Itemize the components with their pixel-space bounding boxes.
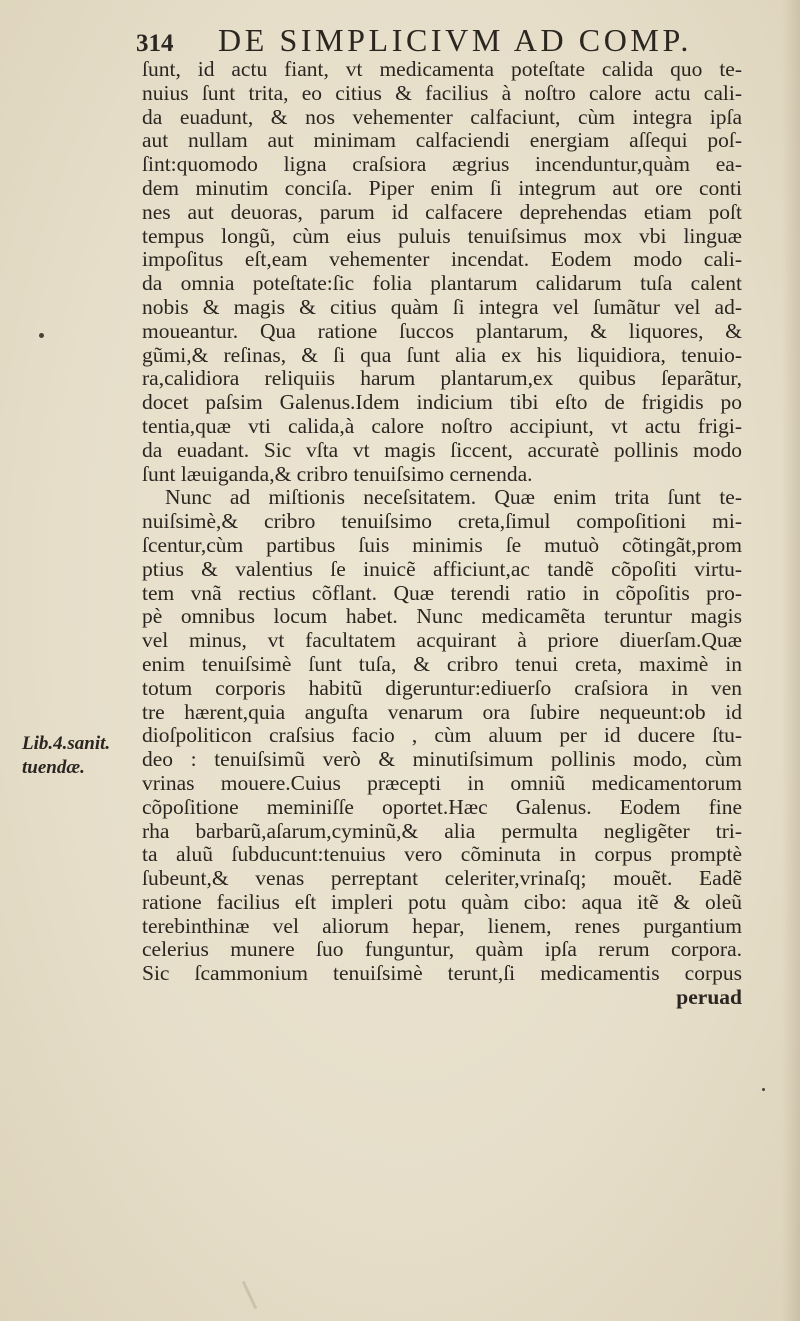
text-line: nobis & magis & citius quàm ſi integra vel ſumãtur vel ad- [142,294,742,319]
text-line: ratione facilius eſt impleri potu quàm cibo: aqua itẽ & oleũ [142,889,742,914]
catchword: peruad [676,985,742,1010]
margin-note [22,732,138,780]
margin-note-line: tuendæ. [22,756,85,778]
running-head: DE SIMPLICIVM AD COMP. [218,22,692,58]
text-line: ſcentur,cùm partibus ſuis minimis ſe mutuò cõtingãt,prom [142,532,742,557]
text-line: dioſpoliticon craſsius facio , cùm aluum per id ducere ſtu- [142,723,742,748]
text-line: ſubeunt,& venas perreptant celeriter,vrinaſq; mouẽt. Eadẽ [142,866,742,891]
text-line: ra,calidiora reliquiis harum plantarum,ex quibus ſeparãtur, [142,366,742,391]
text-line: celerius munere ſuo funguntur, quàm ipſa rerum corpora. [142,937,742,962]
text-line: aut nullam aut minimam calfaciendi energiam aſſequi poſ- [142,128,742,153]
page-stain [242,1281,257,1309]
text-line: totum corporis habitũ digeruntur:ediuerſo craſsiora in ven [142,675,742,700]
text-line: ſunt læuiganda,& cribro tenuiſsimo cernenda. [142,461,533,486]
text-line: nes aut deuoras, parum id calfacere deprehendas etiam poſt [142,199,742,224]
text-line: tem vnã rectius cõflant. Quæ terendi ratio in cõpoſitis pro- [142,580,742,605]
text-line: tre hærent,quia anguſta venarum ora ſubire nequeunt:ob id [142,699,742,724]
text-line: impoſitus eſt,eam vehementer incendat. Eodem modo cali- [142,247,742,272]
text-line: da omnia poteſtate:ſic folia plantarum calidarum tuſa calent [142,271,742,296]
text-line: deo : tenuiſsimũ verò & minutiſsimum pollinis modo, cùm [142,747,742,772]
text-line: tempus longũ, cùm eius puluis tenuiſsimus mox vbi linguæ [142,223,742,248]
text-line: cõpoſitione meminiſſe oportet.Hæc Galenus. Eodem fine [142,794,742,819]
text-line: moueantur. Qua ratione ſuccos plantarum, & liquores, & [142,318,742,343]
page-number: 314 [136,30,174,57]
text-line: Nunc ad miſtionis neceſsitatem. Quæ enim trita ſunt te- [165,485,742,510]
body-text [142,58,742,1010]
text-line: ſunt, id actu fiant, vt medicamenta poteſtate calida quo te- [142,57,742,81]
page-header [136,22,736,62]
text-line: ptius & valentius ſe inuicẽ afficiunt,ac tandẽ cõpoſiti virtu- [142,556,742,581]
text-line: ta aluũ ſubducunt:tenuius vero cõminuta in corpus promptè [142,842,742,867]
text-line: tentia,quæ vti calida,à calore noſtro accipiunt, vt actu frigi- [142,413,742,438]
text-line: rha barbarũ,aſarum,cyminũ,& alia permulta negligẽter tri- [142,818,742,843]
page-fold-shadow [782,0,800,1321]
text-line: Sic ſcammonium tenuiſsimè terunt,ſi medicamentis corpus [142,961,742,986]
margin-dot-mark [39,333,44,338]
margin-dot-mark [762,1088,765,1091]
text-line: vrinas mouere.Cuius præcepti in omniũ medicamentorum [142,770,742,795]
text-line: enim tenuiſsimè ſunt tuſa, & cribro tenui creta, maximè in [142,651,742,676]
text-line: dem minutim conciſa. Piper enim ſi integrum aut ore conti [142,175,742,200]
text-line: nuius ſunt trita, eo citius & facilius à noſtro calore actu cali- [142,80,742,105]
text-line: nuiſsimè,& cribro tenuiſsimo creta,ſimul compoſitioni mi- [142,509,742,534]
text-line: vel minus, vt facultatem acquirant à priore diuerſam.Quæ [142,628,742,653]
text-line: pè omnibus locum habet. Nunc medicamẽta teruntur magis [142,604,742,629]
text-line: gũmi,& reſinas, & ſi qua ſunt alia ex his liquidiora, tenuio- [142,342,742,367]
text-line: docet paſsim Galenus.Idem indicium tibi eſto de frigidis po [142,390,742,415]
text-line: da euadant. Sic vſta vt magis ſiccent, accuratè pollinis modo [142,437,742,462]
text-line: da euadunt, & nos vehementer calfaciunt, cùm integra ipſa [142,104,742,129]
margin-note-line: Lib.4.sanit. [22,733,111,754]
text-line: ſint:quomodo ligna craſsiora ægrius incenduntur,quàm ea- [142,152,742,177]
text-line: terebinthinæ vel aliorum hepar, lienem, renes purgantium [142,913,742,938]
